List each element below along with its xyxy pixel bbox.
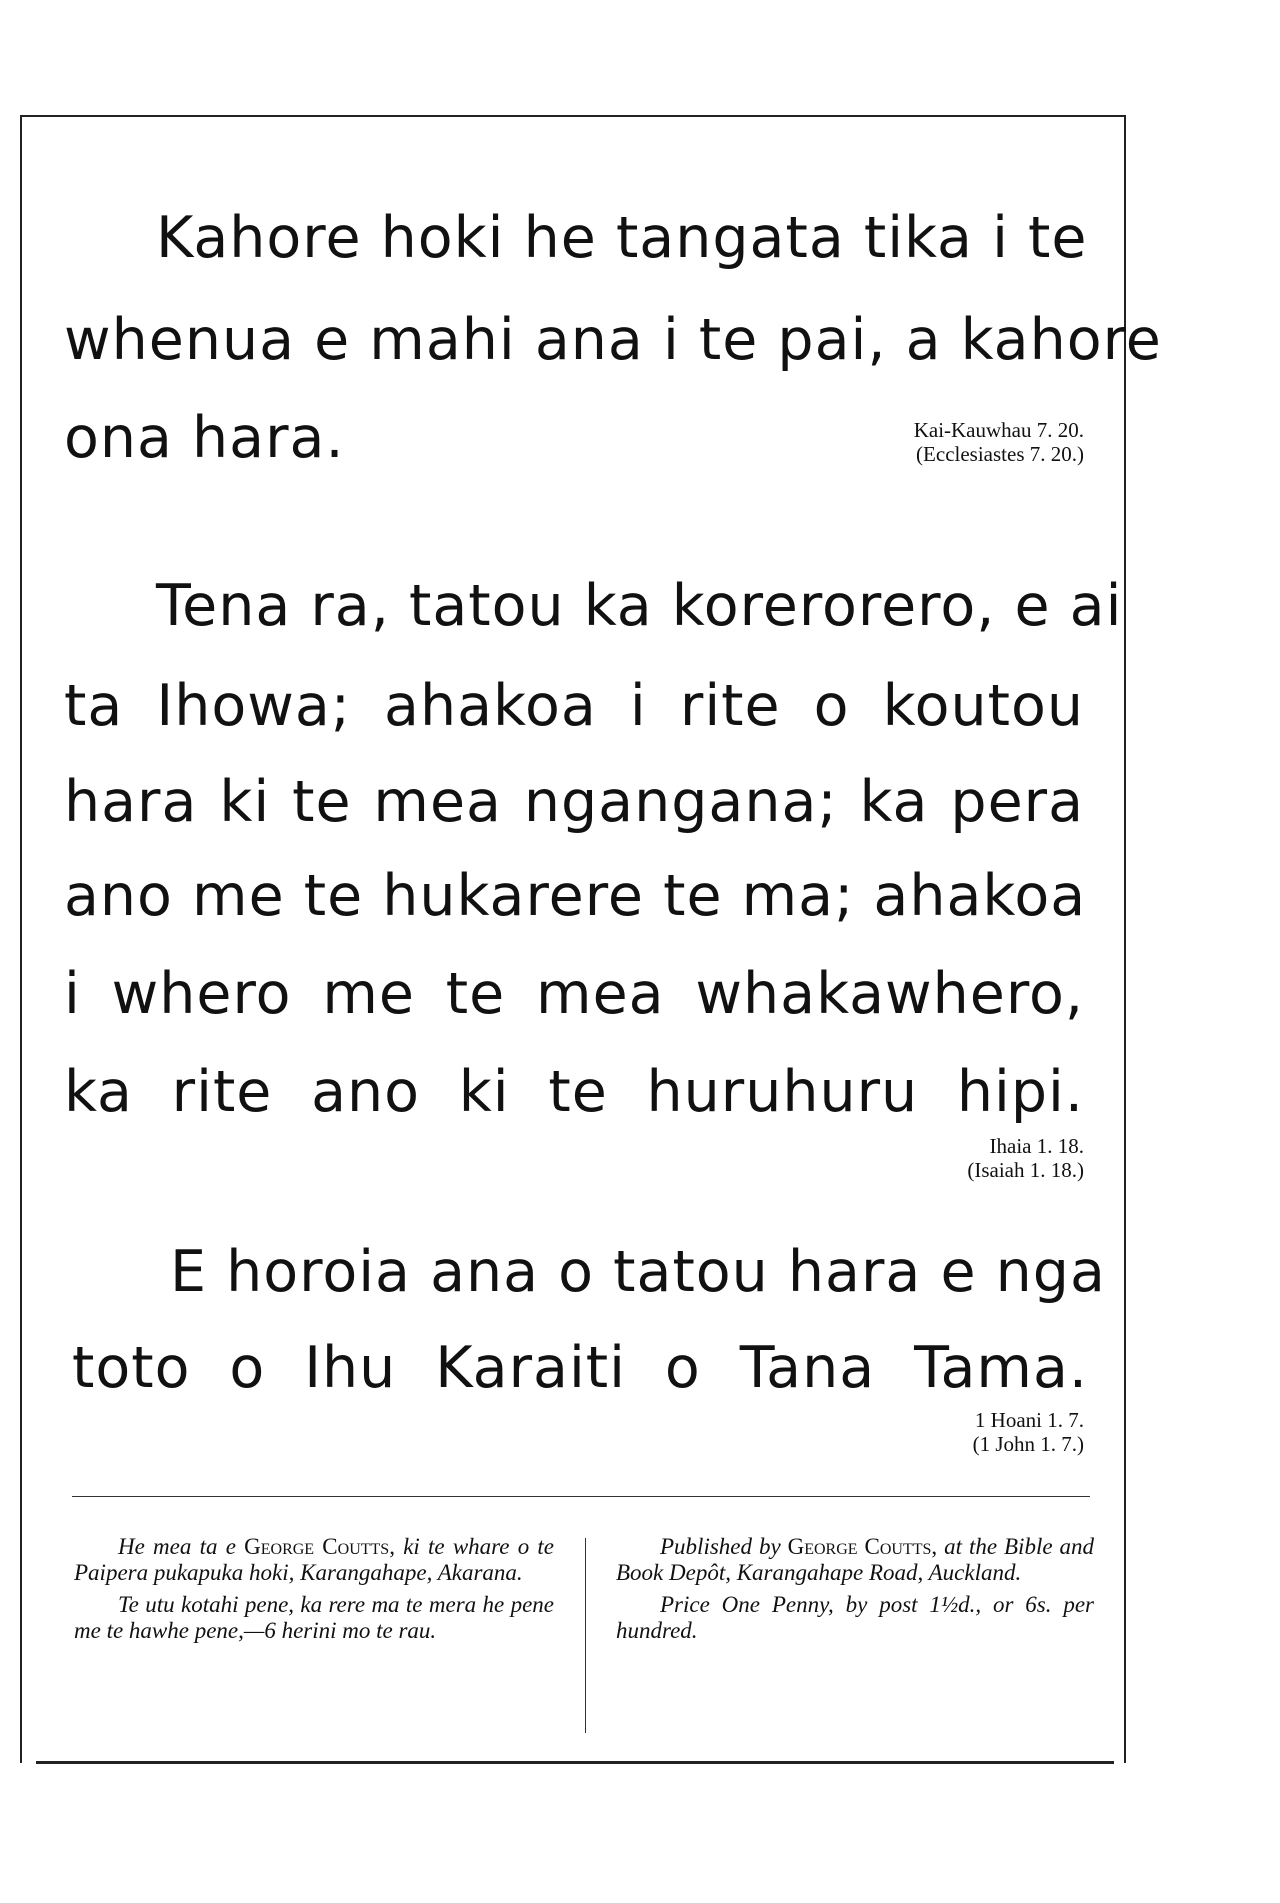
scripture-reference [973, 1408, 1084, 1456]
verse-line: E horoia ana o tatou hara e nga [170, 1239, 1106, 1305]
reference-maori: Kai-Kauwhau 7. 20. [913, 418, 1084, 442]
scripture-reference [914, 418, 1084, 466]
imprint-english-price: Price One Penny, by post 1½d., or 6s. per hundred. [616, 1592, 1094, 1643]
verse-line: whenua e mahi ana i te pai, a kahore [64, 307, 1162, 373]
imprint-maori [74, 1534, 554, 1644]
footer-divider [585, 1538, 586, 1733]
imprint-maori-publisher: He mea ta e George Coutts, ki te whare o te Paipera pukapuka hoki, Karangahape, Akarana. [74, 1534, 555, 1585]
reference-english: (Ecclesiastes 7. 20.) [916, 442, 1084, 466]
reference-english: (Isaiah 1. 18.) [967, 1158, 1084, 1182]
verse-line: ona hara. [64, 405, 345, 471]
imprint-maori-price: Te utu kotahi pene, ka rere ma te mera he pene me te hawhe pene,—6 herini mo te rau. [74, 1592, 554, 1643]
reference-maori: Ihaia 1. 18. [989, 1134, 1084, 1158]
verse-line: ano me te hukarere te ma; ahakoa [64, 863, 1087, 929]
reference-maori: 1 Hoani 1. 7. [974, 1408, 1084, 1432]
bottom-rule [36, 1761, 1114, 1764]
reference-english: (1 John 1. 7.) [972, 1432, 1084, 1456]
verse-line: toto o Ihu Karaiti o Tana Tama. [72, 1335, 1088, 1401]
scripture-reference [967, 1134, 1084, 1182]
verse-line: Kahore hoki he tangata tika i te [156, 205, 1088, 271]
verse-line: ta Ihowa; ahakoa i rite o koutou [64, 673, 1084, 739]
verse-line: Tena ra, tatou ka korerorero, e ai [156, 573, 1123, 639]
imprint-english-publisher: Published by George Coutts, at the Bible and Book Depôt, Karangahape Road, Auckland. [616, 1534, 1094, 1585]
footer-rule [72, 1496, 1090, 1497]
imprint-english [616, 1534, 1094, 1644]
verse-line: ka rite ano ki te huruhuru hipi. [64, 1059, 1084, 1125]
verse-line: hara ki te mea ngangana; ka pera [64, 769, 1084, 835]
verse-line: i whero me te mea whakawhero, [64, 961, 1084, 1027]
